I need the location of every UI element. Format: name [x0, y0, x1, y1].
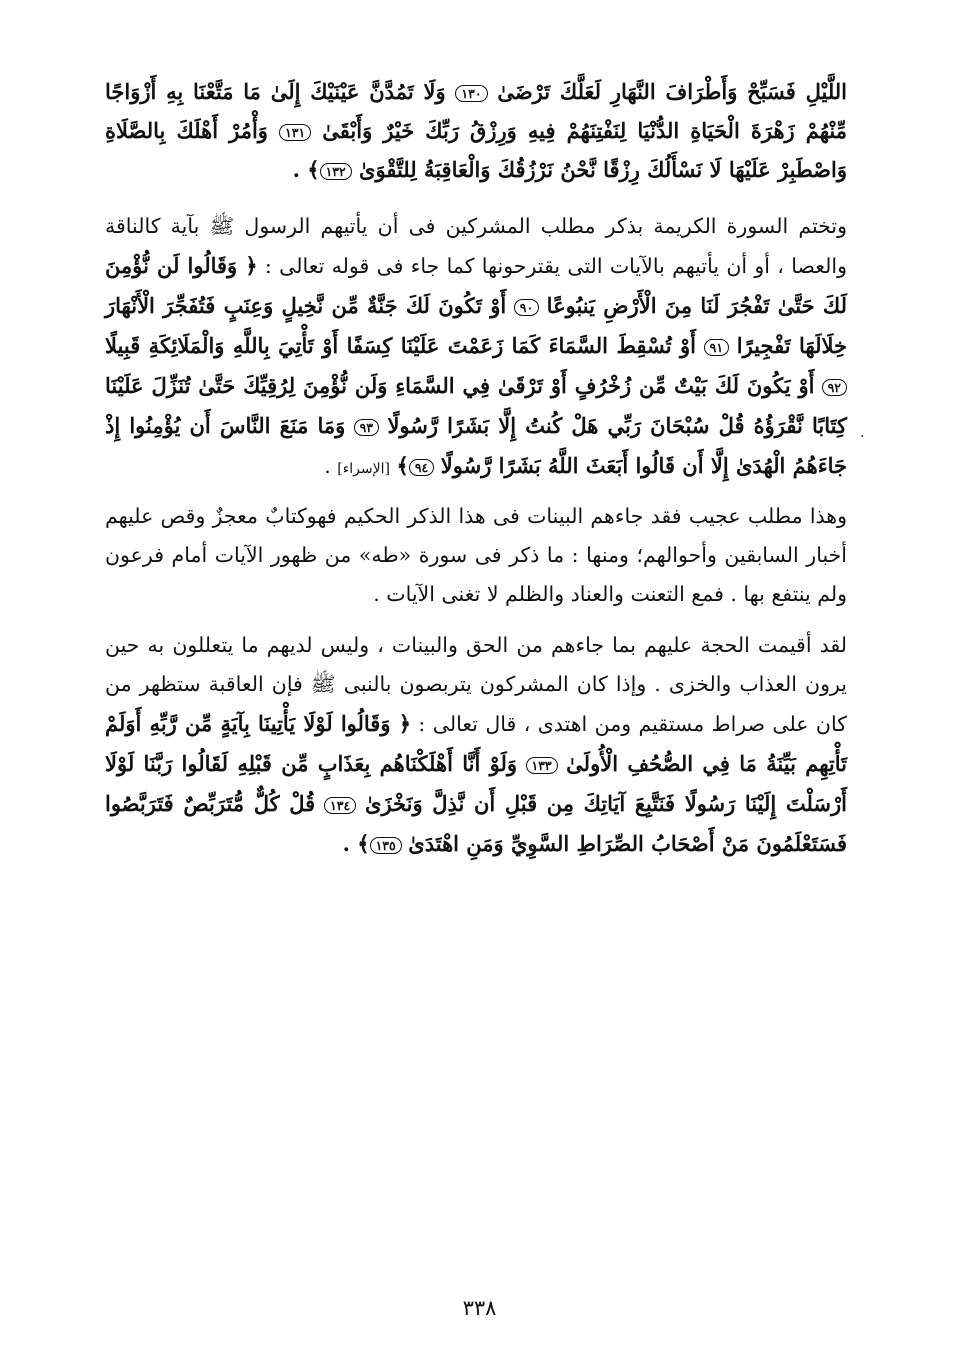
ayah-number: ١٣٤	[324, 797, 356, 814]
verse-text: ﴿ وَقَالُوا لَن نُّؤْمِنَ لَكَ حَتَّىٰ تَفْجُرَ لَنَا مِنَ الْأَرْضِ يَنبُوعًا	[105, 253, 847, 318]
verse-text: وَلَا تَمُدَّنَّ عَيْنَيْكَ إِلَىٰ مَا مَتَّعْنَا بِهِ أَزْوَاجًا مِّنْهُمْ زَهْرَةَ الْحَيَاةِ الدُّنْيَا لِنَفْتِنَهُمْ فِيهِ وَرِزْقُ رَبِّكَ خَيْرٌ وَأَبْقَىٰ	[105, 79, 847, 143]
closing-bracket: ﴾ .	[342, 831, 370, 856]
ayah-number: ٩٤	[409, 459, 434, 476]
quran-passage-taha	[105, 72, 847, 189]
ayah-number: ٩٠	[514, 299, 539, 316]
ayah-number: ١٣٠	[455, 85, 487, 102]
ayah-number: ٩٣	[354, 419, 379, 436]
ayah-number: ١٣٥	[370, 837, 402, 854]
margin-mark: .	[860, 425, 865, 441]
verse-text: أَوْ تُسْقِطَ السَّمَاءَ كَمَا زَعَمْتَ عَلَيْنَا كِسَفًا أَوْ تَأْتِيَ بِاللَّهِ وَالْمَلَائِكَةِ قَبِيلًا	[105, 333, 697, 358]
ayah-number: ١٣١	[279, 124, 311, 141]
paragraph-text: لقد أقيمت الحجة عليهم بما جاءهم من الحق والبينات ، وليس لديهم ما يتعللون به حين يرون العذاب والخزى . وإذا كان المشركون يتربصون بالنبى ﷺ فإن العاقبة ستظهر من كان على صراط مستقيم ومن اهتدى ، قال تعالى :	[105, 633, 847, 736]
closing-bracket: ﴾	[396, 453, 409, 478]
paragraph-text: وتختم السورة الكريمة بذكر مطلب المشركين فى أن يأتيهم الرسول ﷺ بآية كالناقة والعصا ، أو أن يأتيهم بالآيات التى يقترحونها كما جاء فى قوله تعالى :	[105, 214, 847, 278]
verse-text: أَوْ تَكُونَ لَكَ جَنَّةٌ مِّن نَّخِيلٍ وَعِنَبٍ فَتُفَجِّرَ الْأَنْهَارَ خِلَالَهَا تَفْجِيرًا	[105, 293, 847, 358]
verse-text: أَوْ يَكُونَ لَكَ بَيْتٌ مِّن زُخْرُفٍ أَوْ تَرْقَىٰ فِي السَّمَاءِ وَلَن نُّؤْمِنَ لِرُقِيِّكَ حَتَّىٰ تُنَزِّلَ عَلَيْنَا كِتَابًا نَّقْرَؤُهُ قُلْ سُبْحَانَ رَبِّي هَلْ كُنتُ إِلَّا بَشَرًا رَّسُولًا	[105, 373, 847, 438]
surah-reference: [الإسراء]	[337, 461, 390, 477]
full-stop: .	[324, 454, 331, 478]
paragraph-wonder	[105, 497, 847, 614]
verse-text: وَلَوْ أَنَّا أَهْلَكْنَاهُم بِعَذَابٍ مِّن قَبْلِهِ لَقَالُوا رَبَّنَا لَوْلَا أَرْسَلْتَ إِلَيْنَا رَسُولًا فَنَتَّبِعَ آيَاتِكَ مِن قَبْلِ أَن نَّذِلَّ وَنَخْزَىٰ	[105, 751, 847, 816]
verse-text: ﴿ وَقَالُوا لَوْلَا يَأْتِينَا بِآيَةٍ مِّن رَّبِّهِ أَوَلَمْ تَأْتِهِم بَيِّنَةُ مَا فِي الصُّحُفِ الْأُولَىٰ	[105, 711, 847, 776]
verse-text: قُلْ كُلٌّ مُّتَرَبِّصٌ فَتَرَبَّصُوا فَسَتَعْلَمُونَ مَنْ أَصْحَابُ الصِّرَاطِ السَّوِيِّ وَمَنِ اهْتَدَىٰ	[105, 791, 847, 856]
ayah-number: ٩٢	[822, 379, 847, 396]
closing-bracket: ﴾ .	[292, 157, 320, 182]
verse-text: وَأْمُرْ أَهْلَكَ بِالصَّلَاةِ وَاصْطَبِرْ عَلَيْهَا لَا نَسْأَلُكَ رِزْقًا نَّحْنُ نَرْزُقُكَ وَالْعَاقِبَةُ لِلتَّقْوَىٰ	[105, 118, 847, 182]
paragraph-text: وهذا مطلب عجيب فقد جاءهم البينات فى هذا الذكر الحكيم فهوكتابٌ معجزٌ وقص عليهم أخبار السابقين وأحوالهم؛ ومنها : ما ذكر فى سورة «طه» من ظهور الآيات أمام فرعون ولم ينتفع بها . فمع التعنت والعناد والظلم لا تغنى الآيات .	[105, 504, 847, 606]
paragraph-proof	[105, 626, 847, 864]
ayah-number: ١٣٣	[526, 757, 558, 774]
paragraph-isra	[105, 207, 847, 489]
page-number: ٣٣٨	[462, 1296, 497, 1320]
ayah-number: ١٣٢	[320, 163, 352, 180]
verse-text: وَمَا مَنَعَ النَّاسَ أَن يُؤْمِنُوا إِذْ جَاءَهُمُ الْهُدَىٰ إِلَّا أَن قَالُوا أَبَعَثَ اللَّهُ بَشَرًا رَّسُولًا	[105, 413, 847, 478]
ayah-number: ٩١	[704, 339, 729, 356]
verse-text: اللَّيْلِ فَسَبِّحْ وَأَطْرَافَ النَّهَارِ لَعَلَّكَ تَرْضَىٰ	[497, 79, 848, 104]
